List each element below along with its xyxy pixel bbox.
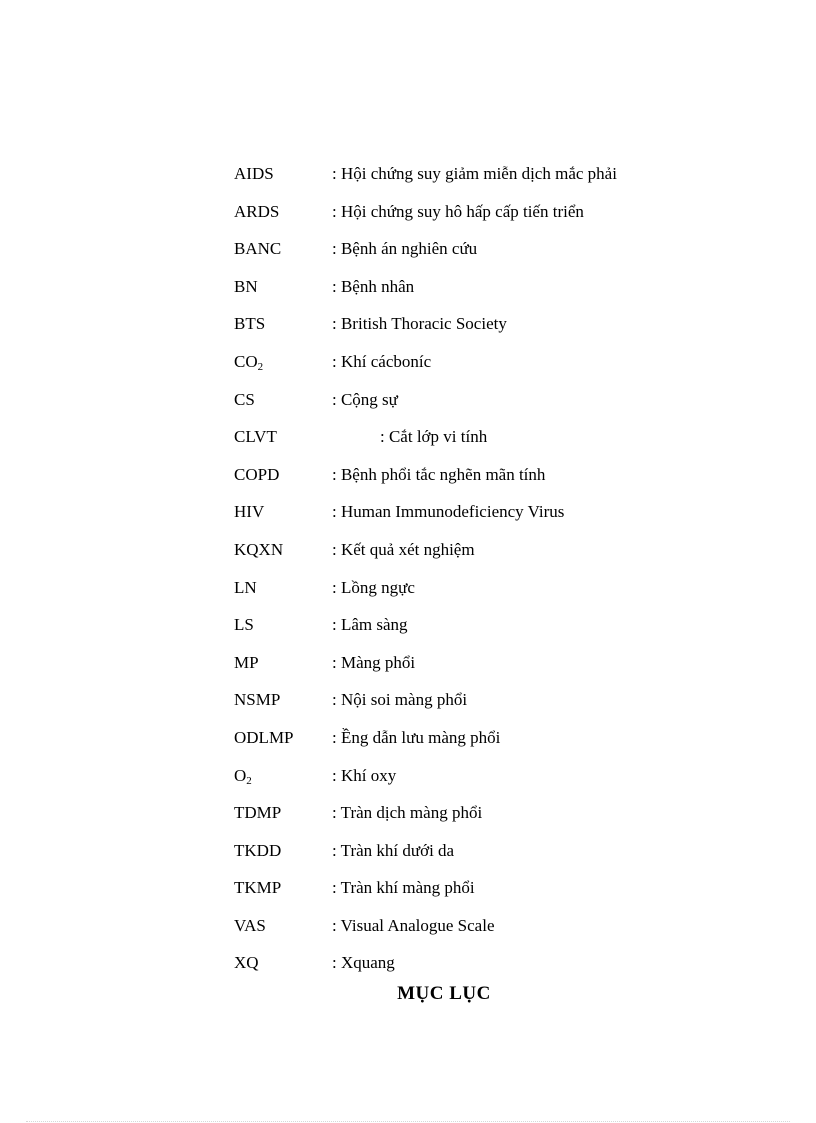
abbreviation-row (234, 425, 754, 463)
abbreviation-term: BTS (234, 314, 266, 334)
abbreviation-term: ARDS (234, 201, 280, 221)
abbreviation-term-subscript: 2 (246, 774, 252, 787)
abbreviation-row (234, 388, 754, 426)
abbreviation-term-base: CO (234, 351, 258, 371)
abbreviation-definition: : Bệnh nhân (332, 276, 415, 296)
abbreviation-term-subscript: 2 (257, 360, 264, 373)
abbreviation-row (234, 688, 754, 726)
abbreviation-row (234, 500, 754, 538)
abbreviation-definition: : Ềng dẫn lưu màng phổi (332, 727, 501, 747)
abbreviation-definition: : Tràn dịch màng phổi (332, 803, 483, 823)
abbreviation-definition: : Bệnh án nghiên cứu (332, 239, 478, 259)
abbreviation-row (234, 651, 754, 689)
abbreviation-term: CLVT (234, 427, 277, 447)
abbreviation-term: ODLMP (234, 727, 294, 747)
abbreviation-term: LN (234, 577, 257, 597)
abbreviation-definition: : Cắt lớp vi tính (380, 427, 488, 447)
abbreviation-term: TKMP (234, 878, 282, 898)
abbreviation-row (234, 876, 754, 914)
abbreviation-row (234, 726, 754, 764)
abbreviation-definition: : Lâm sàng (332, 615, 408, 635)
abbreviation-definition: : Human Immunodeficiency Virus (332, 502, 565, 522)
table-of-contents-heading: MỤC LỤC (397, 983, 491, 1004)
abbreviation-list (234, 162, 754, 989)
abbreviation-term: LS (234, 615, 254, 635)
abbreviation-definition: : Tràn khí màng phổi (332, 878, 475, 898)
abbreviation-term: COPD (234, 464, 280, 484)
page-bottom-divider (26, 1121, 790, 1122)
abbreviation-definition: : Xquang (332, 953, 395, 973)
abbreviation-term (234, 350, 263, 374)
abbreviation-definition: : Tràn khí dưới da (332, 840, 455, 860)
abbreviation-term: NSMP (234, 690, 281, 710)
abbreviation-row (234, 275, 754, 313)
abbreviation-definition: : British Thoracic Society (332, 314, 507, 334)
abbreviation-row (234, 538, 754, 576)
abbreviation-term: MP (234, 652, 259, 672)
abbreviation-term: KQXN (234, 539, 284, 559)
abbreviation-row (234, 350, 754, 388)
abbreviation-row (234, 801, 754, 839)
abbreviation-term: VAS (234, 915, 266, 935)
abbreviation-row (234, 576, 754, 614)
abbreviation-row (234, 312, 754, 350)
abbreviation-definition: : Khí cácboníc (332, 351, 432, 371)
abbreviation-row (234, 200, 754, 238)
abbreviation-term-base: O (234, 765, 247, 785)
abbreviation-definition: : Khí oxy (332, 765, 397, 785)
abbreviation-term (234, 764, 252, 788)
abbreviation-definition: : Bệnh phổi tắc nghẽn mãn tính (332, 464, 546, 484)
abbreviation-definition: : Màng phổi (332, 652, 416, 672)
abbreviation-row (234, 839, 754, 877)
abbreviation-term: AIDS (234, 164, 274, 183)
abbreviation-row (234, 914, 754, 952)
abbreviation-definition: : Nội soi màng phổi (332, 690, 468, 710)
abbreviation-row (234, 463, 754, 501)
abbreviation-row (234, 237, 754, 275)
abbreviation-term: BANC (234, 239, 282, 259)
abbreviation-row (234, 162, 754, 200)
abbreviation-term: TKDD (234, 840, 282, 860)
abbreviation-term: TDMP (234, 803, 282, 823)
abbreviation-definition: : Visual Analogue Scale (332, 915, 495, 935)
abbreviation-term: HIV (234, 502, 265, 522)
abbreviation-term: CS (234, 389, 255, 409)
abbreviation-definition: : Kết quả xét nghiệm (332, 539, 475, 559)
abbreviation-definition: : Hội chứng suy giảm miễn dịch mắc phải (332, 164, 617, 183)
abbreviation-definition: : Hội chứng suy hô hấp cấp tiến triển (332, 201, 584, 221)
abbreviation-row (234, 613, 754, 651)
abbreviation-row (234, 764, 754, 802)
abbreviation-term: XQ (234, 953, 259, 973)
abbreviation-definition: : Lồng ngực (332, 577, 415, 597)
abbreviation-definition: : Cộng sự (332, 389, 398, 409)
abbreviation-term: BN (234, 276, 258, 296)
